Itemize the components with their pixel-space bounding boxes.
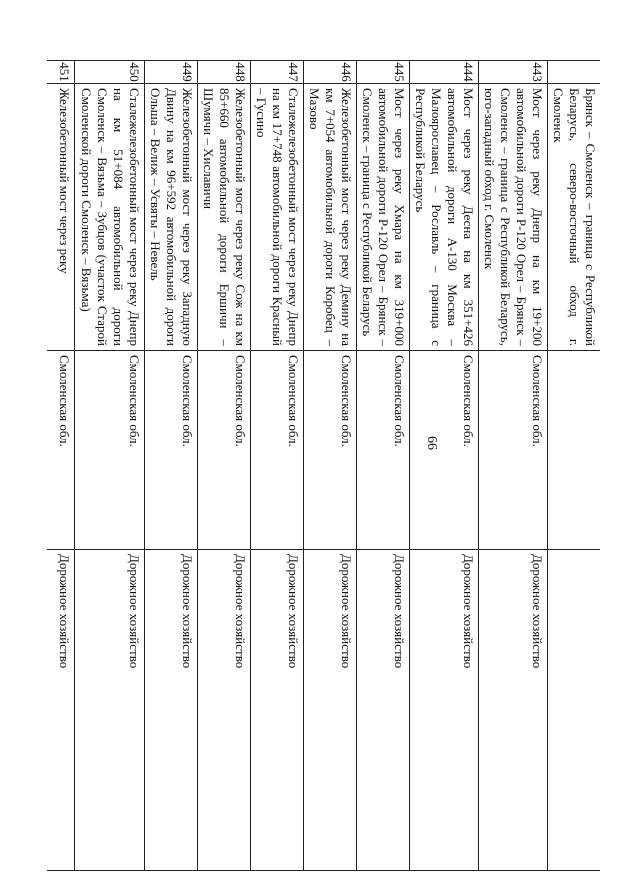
region: Смоленская обл. [198,351,251,550]
owner: Дорожное хозяйство [251,550,304,871]
region: Смоленская обл. [479,351,548,550]
row-number: 446 [304,61,357,84]
object-name: Мост через реку Хмара на км 319+000 автомобильной дороги Р-120 Орел – Брянск – Смоленск – граница с Республикой Беларусь [357,84,410,351]
object-name: Сталежелезобетонный мост через реку Днепр на км 51+084 автомобильной дороги Смоленск – Вязьма – Зубцов (участок Старой Смоленской дороги Смоленск – Вязьма) [75,84,145,351]
object-name: Мост через реку Днепр на км 19+200 автомобильной дороги Р-120 Орел – Брянск – Смоленск – граница с Республикой Беларусь, юго-западный обход г. Смоленск [479,84,548,351]
table-row [48,61,75,871]
row-number: 451 [48,61,75,84]
table-row [75,61,145,871]
region [548,351,601,550]
owner [548,550,601,871]
region: Смоленская обл. [48,351,75,550]
table-row [479,61,548,871]
owner: Дорожное хозяйство [479,550,548,871]
table-row [251,61,304,871]
region: Смоленская обл. [410,351,479,550]
row-number: 444 [410,61,479,84]
row-number: 448 [198,61,251,84]
row-number: 445 [357,61,410,84]
table-row [304,61,357,871]
owner: Дорожное хозяйство [410,550,479,871]
row-number: 450 [75,61,145,84]
object-name: Железобетонный мост через реку [48,84,75,351]
region: Смоленская обл. [75,351,145,550]
row-number: 447 [251,61,304,84]
table-body [48,61,601,871]
rotated-table [57,60,600,840]
object-name: Мост через реку Десна на км 351+426 автомобильной дороги А-130 Москва – Малоярославец – Рославль – граница с Республикой Беларусь [410,84,479,351]
table-row [548,61,601,871]
region: Смоленская обл. [304,351,357,550]
row-number: 443 [479,61,548,84]
object-name: Железобетонный мост через реку Сож на км 85+660 автомобильной дороги Ершичи – Шумячи – Хиславичи [198,84,251,351]
table-row [410,61,479,871]
object-name: Железобетонный мост через реку Демину на км 7+054 автомобильной дороги Коробец – Мазово [304,84,357,351]
owner: Дорожное хозяйство [75,550,145,871]
page-number: 66 [424,436,439,450]
table-row [198,61,251,871]
owner: Дорожное хозяйство [48,550,75,871]
object-name: Брянск – Смоленск – граница с Республикой Беларусь, северо-восточный обход г. Смоленск [548,84,601,351]
row-number: 449 [145,61,198,84]
row-number [548,61,601,84]
owner: Дорожное хозяйство [357,550,410,871]
table-row [145,61,198,871]
region: Смоленская обл. [145,351,198,550]
table-row [357,61,410,871]
object-name: Железобетонный мост через реку Западную Двину на км 96+592 автомобильной дороги Ольша – Велиж – Усвяты – Невель [145,84,198,351]
owner: Дорожное хозяйство [145,550,198,871]
bridges-table [48,60,601,871]
region: Смоленская обл. [357,351,410,550]
owner: Дорожное хозяйство [304,550,357,871]
owner: Дорожное хозяйство [198,550,251,871]
object-name: Сталежелезобетонный мост через реку Днепр на км 17+748 автомобильной дороги Красный – Гусино [251,84,304,351]
region: Смоленская обл. [251,351,304,550]
